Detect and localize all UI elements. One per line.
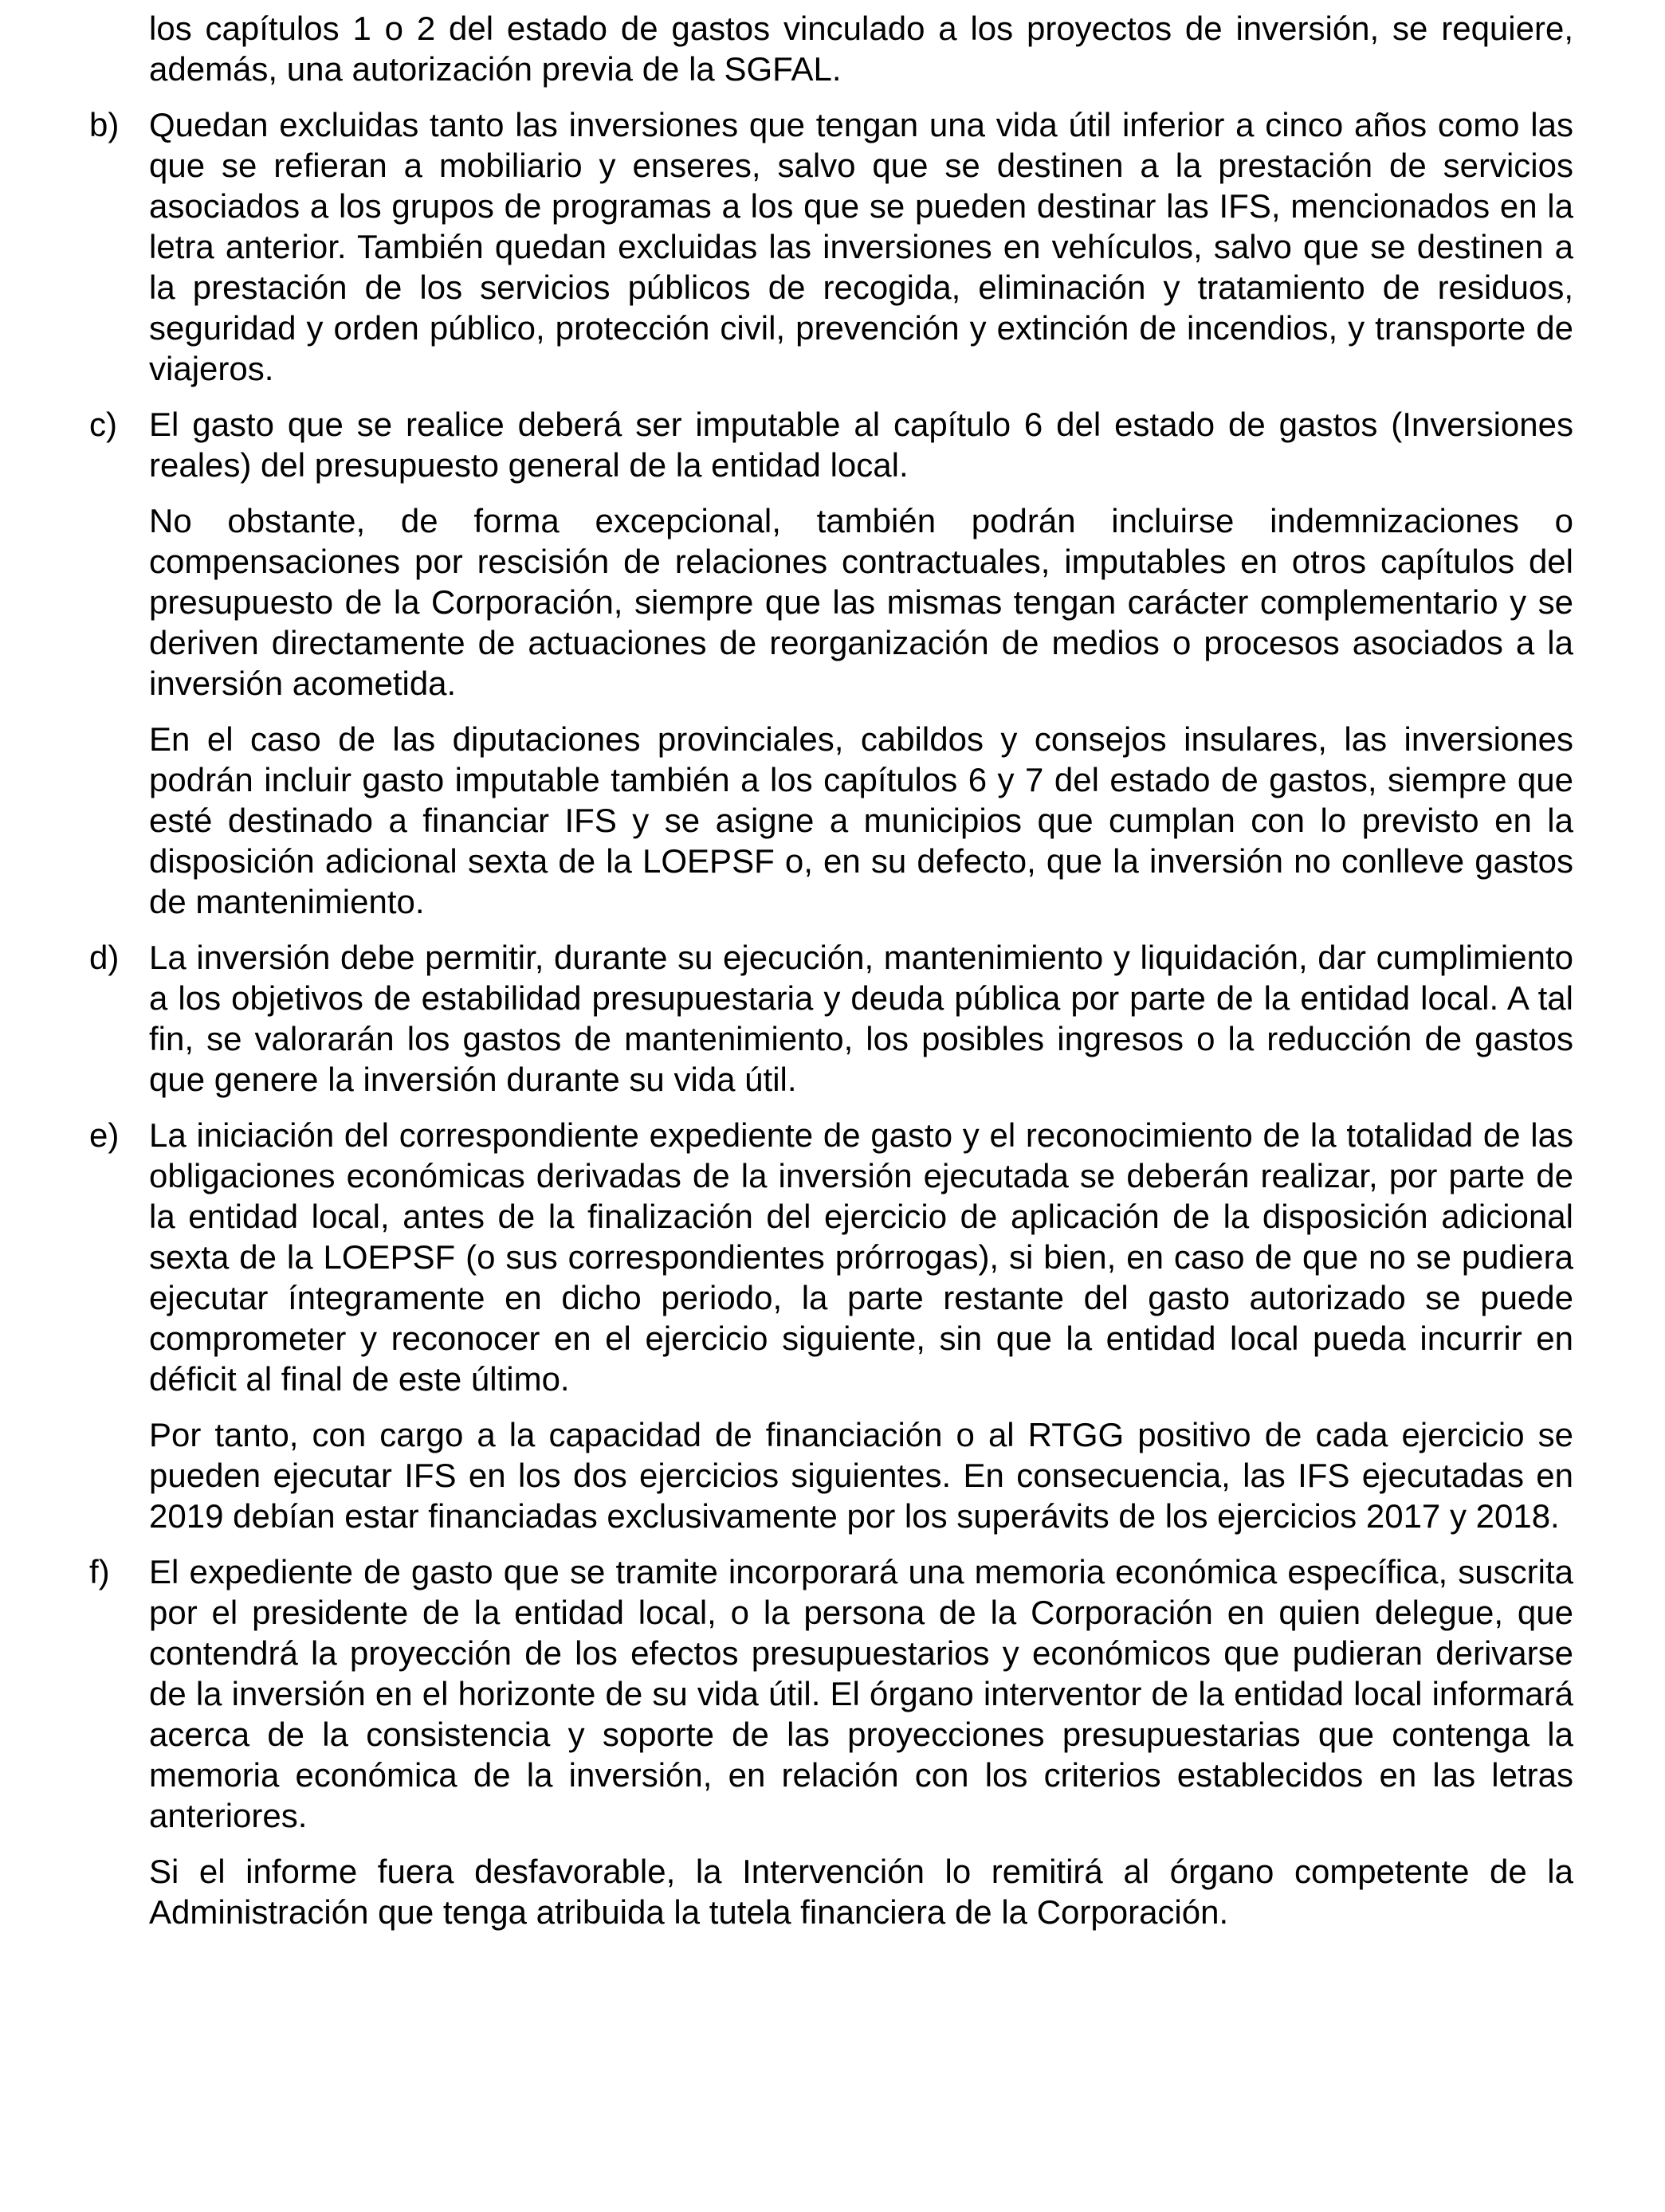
item-paragraph: En el caso de las diputaciones provinciales, cabildos y consejos insulares, las inversiones podrán incluir gasto imputable también a los capítulos 6 y 7 del estado de gastos, siempre que esté destinado a financiar IFS y se asigne a municipios que cumplan con lo previsto en la disposición adicional sexta de la LOEPSF o, en su defecto, que la inversión no conlleve gastos de mantenimiento. [149, 720, 1573, 920]
item-paragraph: Si el informe fuera desfavorable, la Intervención lo remitirá al órgano competente de la Administración que tenga atribuida la tutela financiera de la Corporación. [149, 1853, 1573, 1931]
list-marker: f) [89, 1553, 110, 1590]
document-body [89, 8, 1573, 1932]
list-marker: c) [89, 406, 117, 443]
list-item-f [89, 1551, 1573, 1836]
list-item-e [89, 1115, 1573, 1399]
list-marker: e) [89, 1116, 120, 1154]
list-item-d [89, 937, 1573, 1100]
item-paragraph: El expediente de gasto que se tramite incorporará una memoria económica específica, suscrita por el presidente de la entidad local, o la persona de la Corporación en quien delegue, que contendrá la proyección de los efectos presupuestarios y económicos que pudieran derivarse de la inversión en el horizonte de su vida útil. El órgano interventor de la entidad local informará acerca de la consistencia y soporte de las proyecciones presupuestarias que contenga la memoria económica de la inversión, en relación con los criterios establecidos en las letras anteriores. [149, 1553, 1573, 1834]
item-paragraph: La iniciación del correspondiente expediente de gasto y el reconocimiento de la totalidad de las obligaciones económicas derivadas de la inversión ejecutada se deberán realizar, por parte de la entidad local, antes de la finalización del ejercicio de aplicación de la disposición adicional sexta de la LOEPSF (o sus correspondientes prórrogas), si bien, en caso de que no se pudiera ejecutar íntegramente en dicho periodo, la parte restante del gasto autorizado se puede comprometer y reconocer en el ejercicio siguiente, sin que la entidad local pueda incurrir en déficit al final de este último. [149, 1116, 1573, 1398]
list-marker: b) [89, 106, 120, 143]
list-item-c [89, 404, 1573, 485]
item-paragraph: La inversión debe permitir, durante su ejecución, mantenimiento y liquidación, dar cumplimiento a los objetivos de estabilidad presupuestaria y deuda pública por parte de la entidad local. A tal fin, se valorarán los gastos de mantenimiento, los posibles ingresos o la reducción de gastos que genere la inversión durante su vida útil. [149, 939, 1573, 1098]
list-item-b [89, 104, 1573, 389]
list-marker: d) [89, 939, 120, 976]
item-paragraph: El gasto que se realice deberá ser imputable al capítulo 6 del estado de gastos (Inversiones reales) del presupuesto general de la entidad local. [149, 406, 1573, 484]
continuation-paragraph: los capítulos 1 o 2 del estado de gastos vinculado a los proyectos de inversión, se requiere, además, una autorización previa de la SGFAL. [149, 10, 1573, 88]
item-paragraph: No obstante, de forma excepcional, también podrán incluirse indemnizaciones o compensaciones por rescisión de relaciones contractuales, imputables en otros capítulos del presupuesto de la Corporación, siempre que las mismas tengan carácter complementario y se deriven directamente de actuaciones de reorganización de medios o procesos asociados a la inversión acometida. [149, 502, 1573, 702]
item-paragraph: Quedan excluidas tanto las inversiones que tengan una vida útil inferior a cinco años como las que se refieran a mobiliario y enseres, salvo que se destinen a la prestación de servicios asociados a los grupos de programas a los que se pueden destinar las IFS, mencionados en la letra anterior. También quedan excluidas las inversiones en vehículos, salvo que se destinen a la prestación de los servicios públicos de recogida, eliminación y tratamiento de residuos, seguridad y orden público, protección civil, prevención y extinción de incendios, y transporte de viajeros. [149, 106, 1573, 387]
item-paragraph: Por tanto, con cargo a la capacidad de financiación o al RTGG positivo de cada ejercicio se pueden ejecutar IFS en los dos ejercicios siguientes. En consecuencia, las IFS ejecutadas en 2019 debían estar financiadas exclusivamente por los superávits de los ejercicios 2017 y 2018. [149, 1416, 1573, 1535]
